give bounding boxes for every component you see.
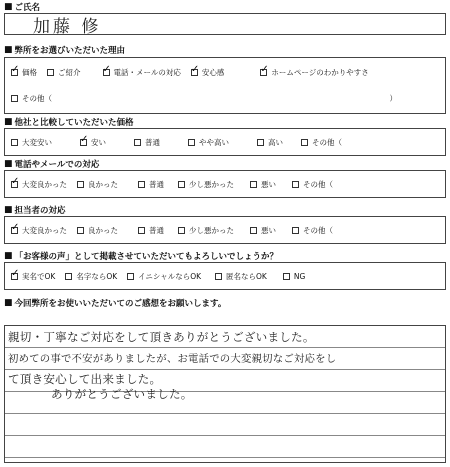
ruled-line: [5, 413, 445, 414]
customer-name: 加藤 修: [33, 17, 102, 37]
reason-section-title: 弊所をお選びいただいた理由: [14, 46, 126, 56]
checkbox-icon[interactable]: [292, 181, 299, 188]
voice-option-surname[interactable]: 名字ならOK: [65, 271, 117, 282]
reason-other-close: ）: [389, 94, 397, 103]
reason-options-row2: [11, 93, 435, 104]
staff-option-other[interactable]: その他（: [292, 225, 333, 236]
price-option-high[interactable]: 高い: [257, 137, 283, 148]
square-bullet-icon: ■: [4, 159, 13, 169]
phone-option-bad[interactable]: 悪い: [250, 179, 276, 190]
voice-section-heading: [4, 250, 278, 262]
checkbox-icon[interactable]: [11, 95, 18, 102]
square-bullet-icon: ■: [4, 45, 13, 55]
phone-box: [4, 170, 446, 198]
checkbox-icon[interactable]: [250, 181, 257, 188]
voice-option-anonymous[interactable]: 匿名ならOK: [215, 271, 267, 282]
reason-option-reassurance[interactable]: ✓ 安心感: [191, 67, 225, 78]
price-option-very-cheap[interactable]: 大変安い: [11, 137, 52, 148]
price-section-heading: [4, 116, 134, 128]
checkbox-icon[interactable]: [138, 227, 145, 234]
checkbox-checked-icon[interactable]: [11, 227, 18, 234]
phone-section-title: 電話やメールでの対応: [14, 160, 100, 170]
reason-option-other[interactable]: その他（: [11, 93, 52, 104]
checkbox-icon[interactable]: [283, 273, 290, 280]
square-bullet-icon: ■: [4, 2, 13, 12]
price-box: [4, 128, 446, 156]
square-bullet-icon: ■: [4, 251, 13, 261]
price-section-title: 他社と比較していただいた価格: [14, 118, 134, 128]
reason-options-row1: [11, 67, 435, 78]
phone-option-good[interactable]: 良かった: [77, 179, 118, 190]
price-options: [11, 137, 435, 148]
phone-option-slightly-bad[interactable]: 少し悪かった: [178, 179, 234, 190]
voice-option-initials[interactable]: イニシャルならOK: [127, 271, 201, 282]
price-option-normal[interactable]: 普通: [134, 137, 160, 148]
phone-section-heading: [4, 158, 99, 170]
staff-box: [4, 216, 446, 244]
phone-options: [11, 179, 435, 190]
checkbox-icon[interactable]: [188, 139, 195, 146]
comment-line-2: 初めての事で不安がありましたが、お電話での大変親切なご対応をし: [8, 353, 337, 365]
staff-option-slightly-bad[interactable]: 少し悪かった: [178, 225, 234, 236]
comment-section-heading: [4, 297, 226, 309]
checkbox-icon[interactable]: [65, 273, 72, 280]
comment-section-title: 今回弊所をお使いいただいてのご感想をお願いします。: [14, 299, 227, 309]
phone-option-other[interactable]: その他（: [292, 179, 333, 190]
price-option-slightly-high[interactable]: やや高い: [188, 137, 229, 148]
name-section-title: ご氏名: [14, 3, 41, 13]
staff-section-title: 担当者の対応: [14, 206, 66, 216]
reason-option-price[interactable]: ✓ 価格: [11, 67, 37, 78]
phone-option-normal[interactable]: 普通: [138, 179, 164, 190]
reason-option-phone-email[interactable]: ✓ 電話・メールの対応: [103, 67, 181, 78]
name-field-box: [4, 13, 446, 35]
staff-option-normal[interactable]: 普通: [138, 225, 164, 236]
reason-option-referral[interactable]: ご紹介: [47, 67, 81, 78]
comment-line-3: て頂き安心して出来ました。: [8, 372, 162, 386]
checkbox-icon[interactable]: [11, 139, 18, 146]
checkbox-icon[interactable]: [292, 227, 299, 234]
checkbox-icon[interactable]: [250, 227, 257, 234]
ruled-line: [5, 457, 445, 458]
voice-box: [4, 262, 446, 290]
checkbox-checked-icon[interactable]: [80, 139, 87, 146]
staff-option-very-good[interactable]: ✓ 大変良かった: [11, 225, 67, 236]
checkbox-checked-icon[interactable]: [191, 69, 198, 76]
comment-box: [4, 325, 446, 463]
checkbox-icon[interactable]: [301, 139, 308, 146]
checkbox-icon[interactable]: [138, 181, 145, 188]
square-bullet-icon: ■: [4, 205, 13, 215]
phone-option-very-good[interactable]: ✓ 大変良かった: [11, 179, 67, 190]
comment-line-1: 親切・丁寧なご対応をして頂きありがとうございました。: [8, 330, 315, 344]
staff-option-bad[interactable]: 悪い: [250, 225, 276, 236]
voice-option-ng[interactable]: NG: [283, 272, 305, 281]
staff-options: [11, 225, 435, 236]
checkbox-checked-icon[interactable]: [11, 69, 18, 76]
comment-line-4: ありがとうございました。: [51, 387, 193, 401]
ruled-line: [5, 369, 445, 370]
checkbox-icon[interactable]: [77, 181, 84, 188]
checkbox-icon[interactable]: [134, 139, 141, 146]
checkbox-icon[interactable]: [257, 139, 264, 146]
reason-section-heading: [4, 44, 125, 56]
voice-section-title: 「お客様の声」として掲載させていただいてもよろしいでしょうか？: [14, 252, 279, 262]
checkbox-icon[interactable]: [127, 273, 134, 280]
checkbox-icon[interactable]: [178, 227, 185, 234]
square-bullet-icon: ■: [4, 298, 13, 308]
reason-option-homepage[interactable]: ✓ ホームページのわかりやすさ: [260, 67, 368, 78]
checkbox-checked-icon[interactable]: [11, 181, 18, 188]
ruled-line: [5, 347, 445, 348]
price-option-cheap[interactable]: ✓ 安い: [80, 137, 106, 148]
staff-section-heading: [4, 204, 66, 216]
checkbox-checked-icon[interactable]: [103, 69, 110, 76]
checkbox-icon[interactable]: [47, 69, 54, 76]
reason-box: [4, 57, 446, 114]
voice-options: [11, 271, 435, 282]
square-bullet-icon: ■: [4, 117, 13, 127]
checkbox-checked-icon[interactable]: [260, 69, 267, 76]
voice-option-real-name[interactable]: ✓ 実名でOK: [11, 271, 55, 282]
checkbox-icon[interactable]: [178, 181, 185, 188]
ruled-line: [5, 435, 445, 436]
checkbox-checked-icon[interactable]: [11, 273, 18, 280]
staff-option-good[interactable]: 良かった: [77, 225, 118, 236]
checkbox-icon[interactable]: [215, 273, 222, 280]
checkbox-icon[interactable]: [77, 227, 84, 234]
price-option-other[interactable]: その他（: [301, 137, 342, 148]
